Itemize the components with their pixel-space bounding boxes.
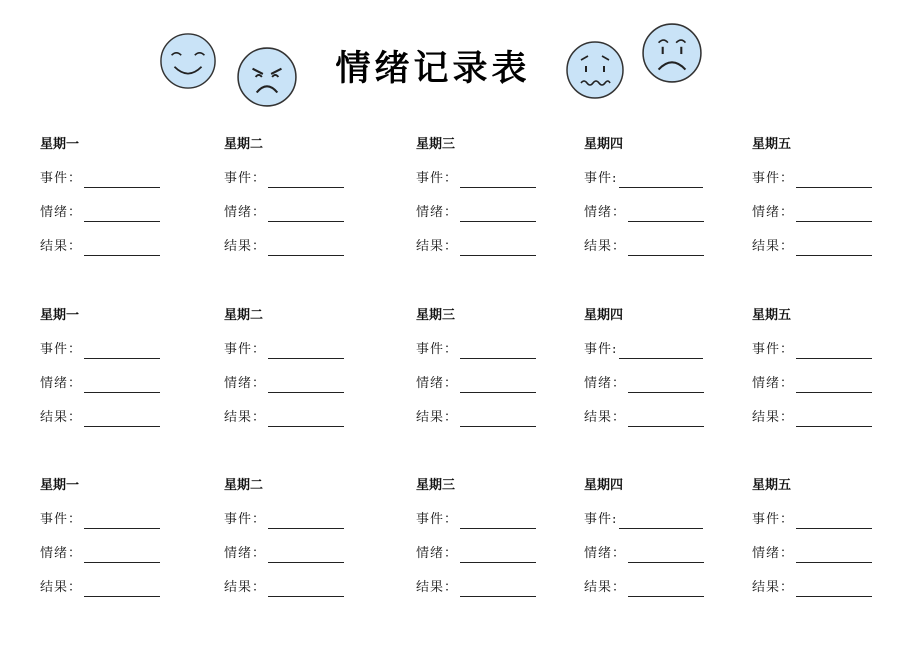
- blank-line: [628, 412, 704, 427]
- result-field[interactable]: [224, 409, 344, 427]
- result-label: 结果：: [752, 580, 795, 595]
- blank-line: [84, 548, 160, 563]
- emotion-label: 情绪：: [752, 546, 795, 561]
- blank-line: [268, 412, 344, 427]
- blank-line: [796, 344, 872, 359]
- day-block: [584, 136, 744, 261]
- day-label: 星期四: [584, 308, 624, 323]
- result-field[interactable]: [752, 238, 872, 256]
- blank-line: [796, 548, 872, 563]
- day-label: 星期三: [416, 137, 456, 152]
- result-label: 结果：: [752, 239, 795, 254]
- day-block: [752, 136, 912, 261]
- emotion-label: 情绪：: [224, 376, 267, 391]
- event-label: 事件：: [416, 512, 459, 527]
- emotion-label: 情绪：: [416, 205, 459, 220]
- event-field[interactable]: [584, 170, 703, 188]
- emotion-field[interactable]: [752, 545, 872, 563]
- blank-line: [796, 207, 872, 222]
- day-label: 星期四: [584, 478, 624, 493]
- emotion-field[interactable]: [752, 375, 872, 393]
- blank-line: [268, 241, 344, 256]
- emotion-field[interactable]: [40, 204, 160, 222]
- blank-line: [460, 548, 536, 563]
- emotion-label: 情绪：: [584, 376, 627, 391]
- event-label: 事件:: [584, 171, 618, 186]
- day-block: [752, 307, 912, 432]
- event-label: 事件:: [584, 512, 618, 527]
- result-label: 结果：: [584, 580, 627, 595]
- emotion-field[interactable]: [416, 375, 536, 393]
- blank-line: [619, 173, 703, 188]
- day-label: 星期二: [224, 137, 264, 152]
- emotion-label: 情绪：: [224, 546, 267, 561]
- day-label: 星期三: [416, 308, 456, 323]
- result-field[interactable]: [416, 579, 536, 597]
- blank-line: [460, 173, 536, 188]
- page-title: 情绪记录表: [335, 49, 531, 89]
- blank-line: [628, 378, 704, 393]
- result-field[interactable]: [40, 409, 160, 427]
- emotion-label: 情绪：: [752, 205, 795, 220]
- result-field[interactable]: [224, 579, 344, 597]
- result-field[interactable]: [416, 409, 536, 427]
- blank-line: [796, 378, 872, 393]
- day-label: 星期五: [752, 308, 792, 323]
- event-label: 事件:: [584, 342, 618, 357]
- event-label: 事件：: [416, 342, 459, 357]
- result-label: 结果：: [40, 410, 83, 425]
- day-block: [40, 136, 200, 261]
- emotion-field[interactable]: [40, 375, 160, 393]
- blank-line: [628, 548, 704, 563]
- result-label: 结果：: [416, 410, 459, 425]
- event-field[interactable]: [584, 341, 703, 359]
- event-field[interactable]: [752, 511, 872, 529]
- blank-line: [796, 582, 872, 597]
- result-label: 结果：: [584, 239, 627, 254]
- event-field[interactable]: [40, 341, 160, 359]
- result-label: 结果：: [40, 580, 83, 595]
- event-label: 事件：: [416, 171, 459, 186]
- emotion-field[interactable]: [416, 545, 536, 563]
- day-block: [40, 477, 200, 602]
- blank-line: [268, 207, 344, 222]
- emotion-label: 情绪：: [40, 546, 83, 561]
- blank-line: [796, 241, 872, 256]
- blank-line: [268, 173, 344, 188]
- day-block: [416, 477, 576, 602]
- day-block: [224, 136, 384, 261]
- result-field[interactable]: [40, 238, 160, 256]
- blank-line: [460, 378, 536, 393]
- emotion-field[interactable]: [224, 375, 344, 393]
- blank-line: [796, 173, 872, 188]
- emotion-label: 情绪：: [40, 205, 83, 220]
- emotion-field[interactable]: [752, 204, 872, 222]
- blank-line: [796, 514, 872, 529]
- blank-line: [84, 173, 160, 188]
- blank-line: [460, 344, 536, 359]
- event-label: 事件：: [40, 171, 83, 186]
- event-label: 事件：: [752, 342, 795, 357]
- result-field[interactable]: [416, 238, 536, 256]
- day-block: [416, 307, 576, 432]
- blank-line: [268, 378, 344, 393]
- event-label: 事件：: [224, 512, 267, 527]
- blank-line: [84, 412, 160, 427]
- blank-line: [268, 582, 344, 597]
- result-field[interactable]: [752, 579, 872, 597]
- result-label: 结果：: [416, 239, 459, 254]
- result-label: 结果：: [224, 410, 267, 425]
- event-field[interactable]: [40, 511, 160, 529]
- result-label: 结果：: [584, 410, 627, 425]
- blank-line: [460, 412, 536, 427]
- result-label: 结果：: [752, 410, 795, 425]
- event-field[interactable]: [40, 170, 160, 188]
- event-field[interactable]: [416, 170, 536, 188]
- day-block: [752, 477, 912, 602]
- event-field[interactable]: [752, 341, 872, 359]
- event-label: 事件：: [40, 512, 83, 527]
- event-field[interactable]: [416, 341, 536, 359]
- blank-line: [460, 241, 536, 256]
- blank-line: [619, 344, 703, 359]
- result-label: 结果：: [416, 580, 459, 595]
- day-label: 星期四: [584, 137, 624, 152]
- emotion-field[interactable]: [584, 204, 704, 222]
- result-field[interactable]: [584, 409, 704, 427]
- event-label: 事件：: [752, 171, 795, 186]
- blank-line: [796, 412, 872, 427]
- result-label: 结果：: [224, 239, 267, 254]
- blank-line: [268, 514, 344, 529]
- emotion-label: 情绪：: [584, 205, 627, 220]
- event-field[interactable]: [224, 170, 344, 188]
- result-field[interactable]: [584, 238, 704, 256]
- day-label: 星期一: [40, 478, 80, 493]
- result-field[interactable]: [752, 409, 872, 427]
- emotion-label: 情绪：: [40, 376, 83, 391]
- blank-line: [268, 344, 344, 359]
- event-field[interactable]: [752, 170, 872, 188]
- day-block: [584, 477, 744, 602]
- emotion-label: 情绪：: [224, 205, 267, 220]
- blank-line: [84, 344, 160, 359]
- day-label: 星期二: [224, 308, 264, 323]
- day-block: [416, 136, 576, 261]
- event-field[interactable]: [416, 511, 536, 529]
- emotion-field[interactable]: [224, 545, 344, 563]
- event-label: 事件：: [224, 171, 267, 186]
- emotion-field[interactable]: [40, 545, 160, 563]
- blank-line: [460, 514, 536, 529]
- day-block: [224, 477, 384, 602]
- event-label: 事件：: [40, 342, 83, 357]
- emotion-label: 情绪：: [416, 546, 459, 561]
- day-block: [40, 307, 200, 432]
- emotion-field[interactable]: [584, 375, 704, 393]
- day-label: 星期一: [40, 308, 80, 323]
- blank-line: [84, 241, 160, 256]
- blank-line: [84, 378, 160, 393]
- emotion-field[interactable]: [224, 204, 344, 222]
- day-label: 星期一: [40, 137, 80, 152]
- day-block: [584, 307, 744, 432]
- day-label: 星期三: [416, 478, 456, 493]
- result-field[interactable]: [40, 579, 160, 597]
- blank-line: [628, 207, 704, 222]
- emotion-label: 情绪：: [752, 376, 795, 391]
- event-label: 事件：: [224, 342, 267, 357]
- day-label: 星期五: [752, 478, 792, 493]
- result-field[interactable]: [224, 238, 344, 256]
- event-field[interactable]: [584, 511, 703, 529]
- blank-line: [628, 241, 704, 256]
- emotion-label: 情绪：: [584, 546, 627, 561]
- result-label: 结果：: [40, 239, 83, 254]
- emotion-field[interactable]: [416, 204, 536, 222]
- blank-line: [460, 582, 536, 597]
- blank-line: [84, 514, 160, 529]
- blank-line: [460, 207, 536, 222]
- emotion-label: 情绪：: [416, 376, 459, 391]
- result-label: 结果：: [224, 580, 267, 595]
- day-label: 星期二: [224, 478, 264, 493]
- blank-line: [84, 582, 160, 597]
- blank-line: [268, 548, 344, 563]
- event-field[interactable]: [224, 511, 344, 529]
- day-block: [224, 307, 384, 432]
- blank-line: [619, 514, 703, 529]
- day-label: 星期五: [752, 137, 792, 152]
- emotion-field[interactable]: [584, 545, 704, 563]
- event-field[interactable]: [224, 341, 344, 359]
- event-label: 事件：: [752, 512, 795, 527]
- blank-line: [84, 207, 160, 222]
- result-field[interactable]: [584, 579, 704, 597]
- blank-line: [628, 582, 704, 597]
